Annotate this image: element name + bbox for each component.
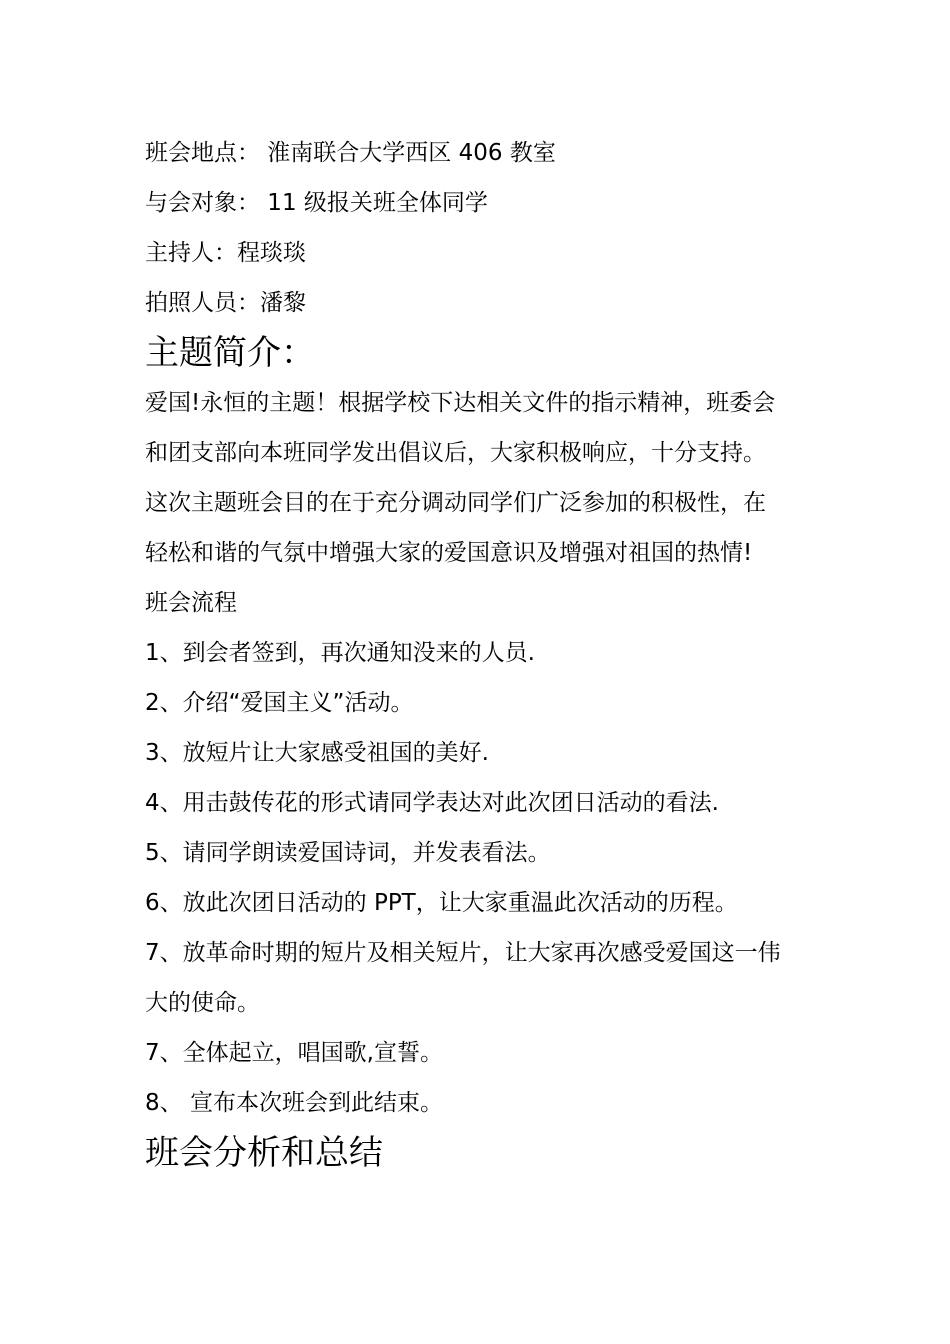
meeting-attendees: 与会对象： 11 级报关班全体同学 [145,190,488,216]
theme-heading: 主题简介： [145,333,315,373]
process-step: 1、到会者签到，再次通知没来的人员. [145,640,535,666]
document-content [145,128,815,1178]
meeting-location: 班会地点： 淮南联合大学西区 406 教室 [145,140,556,166]
process-step: 7、放革命时期的短片及相关短片，让大家再次感受爱国这一伟 [145,940,781,966]
analysis-heading: 班会分析和总结 [145,1133,383,1173]
process-step: 2、介绍“爱国主义”活动。 [145,690,414,716]
process-step: 8、 宣布本次班会到此结束。 [145,1090,443,1116]
theme-paragraph-line: 这次主题班会目的在于充分调动同学们广泛参加的积极性，在 [145,490,766,516]
process-step: 6、放此次团日活动的 PPT，让大家重温此次活动的历程。 [145,890,738,916]
process-step: 3、放短片让大家感受祖国的美好. [145,740,489,766]
theme-paragraph-line: 和团支部向本班同学发出倡议后，大家积极响应，十分支持。 [145,440,766,466]
process-step: 大的使命。 [145,990,260,1016]
process-title: 班会流程 [145,590,237,616]
theme-paragraph-line: 轻松和谐的气氛中增强大家的爱国意识及增强对祖国的热情! [145,540,753,566]
process-step: 7、全体起立，唱国歌,宣誓。 [145,1040,443,1066]
process-step: 5、请同学朗读爱国诗词，并发表看法。 [145,840,551,866]
meeting-photographer: 拍照人员：潘黎 [145,290,306,316]
process-step: 4、用击鼓传花的形式请同学表达对此次团日活动的看法. [145,790,719,816]
theme-paragraph-line: 爱国!永恒的主题！根据学校下达相关文件的指示精神，班委会 [145,390,776,416]
meeting-host: 主持人：程琰琰 [145,240,306,266]
